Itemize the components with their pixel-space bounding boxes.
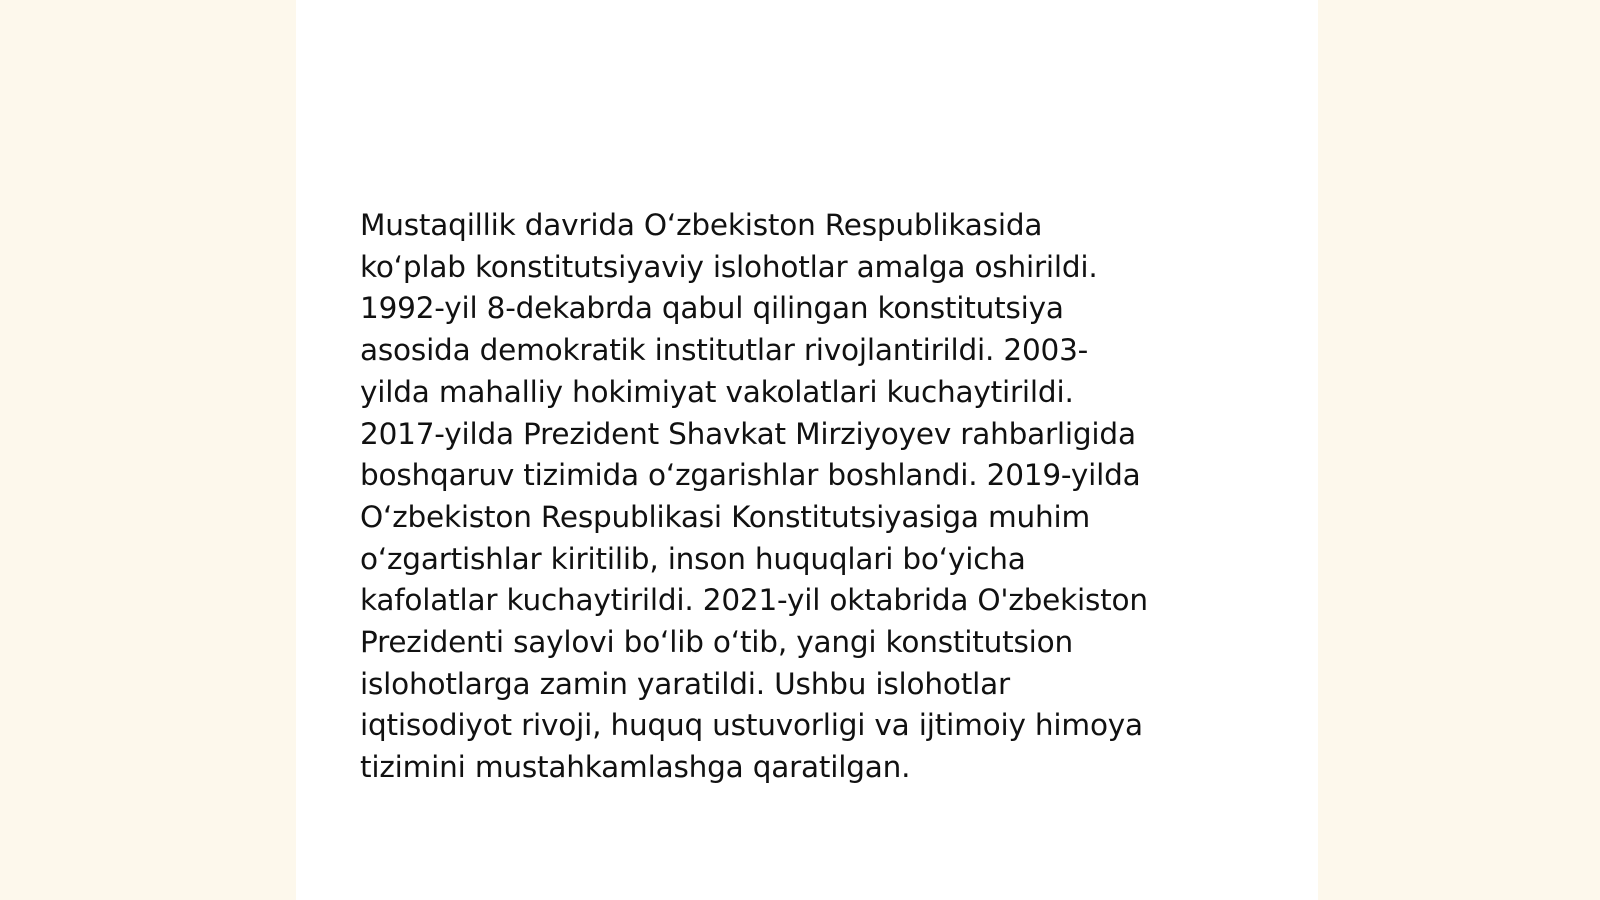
paragraph-line: boshqaruv tizimida o‘zgarishlar boshlandi. 2019-yilda	[360, 458, 1141, 493]
paragraph-line: iqtisodiyot rivoji, huquq ustuvorligi va ijtimoiy himoya	[360, 708, 1143, 743]
document-page	[296, 0, 1318, 900]
paragraph-line: islohotlarga zamin yaratildi. Ushbu islohotlar	[360, 666, 1010, 701]
paragraph-line: O‘zbekiston Respublikasi Konstitutsiyasiga muhim	[360, 499, 1091, 534]
paragraph-line: 1992-yil 8-dekabrda qabul qilingan konstitutsiya	[360, 291, 1064, 326]
paragraph-line: Prezidenti saylovi bo‘lib o‘tib, yangi konstitutsion	[360, 625, 1073, 660]
paragraph-line: asosida demokratik institutlar rivojlantirildi. 2003-	[360, 333, 1089, 368]
paragraph-line: tizimini mustahkamlashga qaratilgan.	[360, 750, 911, 785]
body-paragraph	[360, 205, 1260, 789]
paragraph-line: kafolatlar kuchaytirildi. 2021-yil oktabrida O'zbekiston	[360, 583, 1148, 618]
paragraph-line: ko‘plab konstitutsiyaviy islohotlar amalga oshirildi.	[360, 249, 1098, 284]
paragraph-line: 2017-yilda Prezident Shavkat Mirziyoyev rahbarligida	[360, 416, 1136, 451]
paragraph-line: o‘zgartishlar kiritilib, inson huquqlari bo‘yicha	[360, 541, 1026, 576]
paragraph-line: Mustaqillik davrida O‘zbekiston Respublikasida	[360, 208, 1043, 242]
paragraph-line: yilda mahalliy hokimiyat vakolatlari kuchaytirildi.	[360, 374, 1074, 409]
